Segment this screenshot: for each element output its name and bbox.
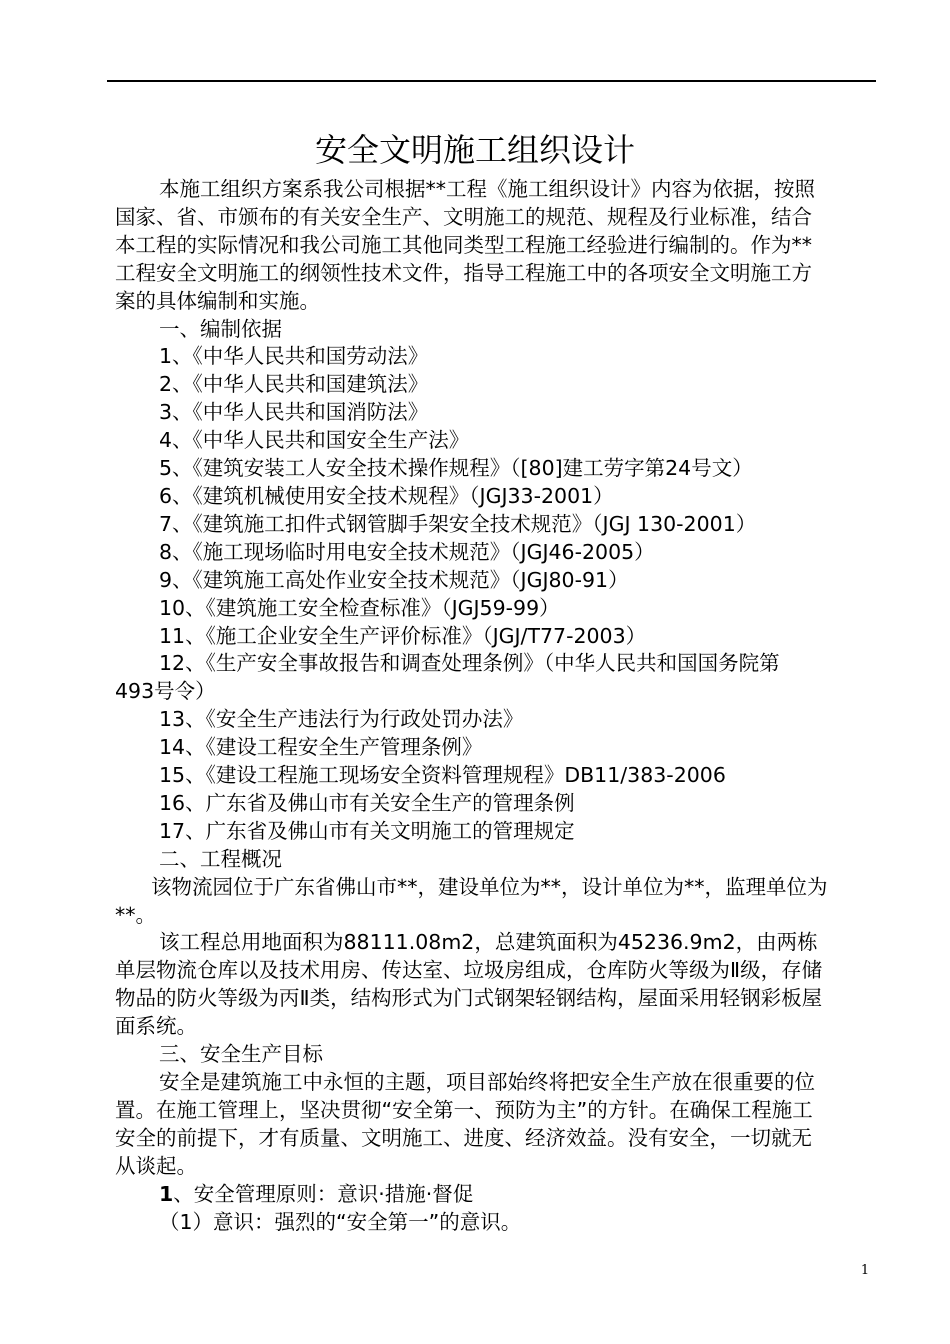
basis-item: 16、广东省及佛山市有关安全生产的管理条例: [159, 790, 575, 815]
goal-line: 安全是建筑施工中永恒的主题，项目部始终将把安全生产放在很重要的位: [159, 1070, 815, 1094]
section-heading-goal: 三、安全生产目标: [159, 1042, 323, 1067]
goal-line: 安全的前提下，才有质量、文明施工、进度、经济效益。没有安全，一切就无: [115, 1125, 812, 1150]
basis-item: 4、《中华人民共和国安全生产法》: [159, 428, 470, 453]
overview-line: 该工程总用地面积为88111.08m2，总建筑面积为45236.9m2，由两栋: [159, 930, 818, 955]
basis-item: 6、《建筑机械使用安全技术规程》（JGJ33-2001）: [159, 483, 614, 508]
page-number: 1: [860, 1263, 870, 1278]
goal-line: 置。在施工管理上，坚决贯彻“安全第一、预防为主”的方针。在确保工程施工: [115, 1097, 813, 1122]
basis-item: 5、《建筑安装工人安全技术操作规程》（[80]建工劳字第24号文）: [159, 456, 753, 481]
basis-item: 8、《施工现场临时用电安全技术规范》（JGJ46-2005）: [159, 539, 655, 564]
overview-line: 单层物流仓库以及技术用房、传达室、垃圾房组成，仓库防火等级为Ⅱ级，存储: [115, 958, 823, 983]
basis-item: 15、《建设工程施工现场安全资料管理规程》DB11/383-2006: [159, 763, 726, 788]
section-heading-basis: 一、编制依据: [159, 316, 282, 341]
intro-line: 国家、省、市颁布的有关安全生产、文明施工的规范、规程及行业标准，结合: [115, 204, 812, 229]
basis-item: 17、广东省及佛山市有关文明施工的管理规定: [159, 818, 575, 843]
basis-item: 12、《生产安全事故报告和调查处理条例》（中华人民共和国国务院第: [159, 651, 780, 676]
intro-line: 本施工组织方案系我公司根据**工程《施工组织设计》内容为依据，按照: [159, 177, 815, 201]
basis-item: 14、《建设工程安全生产管理条例》: [159, 735, 483, 760]
intro-line: 工程安全文明施工的纲领性技术文件，指导工程施工中的各项安全文明施工方: [115, 260, 812, 285]
basis-item: 13、《安全生产违法行为行政处罚办法》: [159, 707, 524, 732]
principle-item: （1）意识：强烈的“安全第一”的意识。: [159, 1209, 522, 1234]
overview-line: 物品的防火等级为丙Ⅱ类，结构形式为门式钢架轻钢结构，屋面采用轻钢彩板屋: [115, 986, 823, 1011]
basis-item: 7、《建筑施工扣件式钢管脚手架安全技术规范》（JGJ 130-2001）: [159, 511, 757, 536]
principle-heading: [115, 1181, 890, 1209]
basis-item: 1、《中华人民共和国劳动法》: [159, 344, 429, 369]
document-body: [115, 176, 890, 1236]
principle-text: 、安全管理原则：意识·措施·督促: [173, 1181, 474, 1206]
overview-line: 面系统。: [115, 1014, 197, 1039]
intro-line: 案的具体编制和实施。: [115, 288, 320, 313]
overview-line: 该物流园位于广东省佛山市**，建设单位为**，设计单位为**，监理单位为: [151, 874, 828, 899]
basis-item: 3、《中华人民共和国消防法》: [159, 400, 429, 425]
basis-item: 2、《中华人民共和国建筑法》: [159, 372, 429, 397]
section-heading-overview: 二、工程概况: [159, 846, 282, 871]
overview-line: **。: [115, 902, 156, 927]
basis-item: 11、《施工企业安全生产评价标准》（JGJ/T77-2003）: [159, 623, 647, 648]
basis-item: 9、《建筑施工高处作业安全技术规范》（JGJ80-91）: [159, 567, 629, 592]
basis-item: 10、《建筑施工安全检查标准》（JGJ59-99）: [159, 595, 560, 620]
goal-line: 从谈起。: [115, 1153, 197, 1178]
page-title: 安全文明施工组织设计: [314, 131, 635, 169]
intro-line: 本工程的实际情况和我公司施工其他同类型工程施工经验进行编制的。作为**: [115, 232, 812, 257]
header-rule: [107, 80, 876, 82]
basis-item-continuation: 493号令）: [115, 679, 216, 704]
principle-number: 1: [159, 1181, 174, 1206]
